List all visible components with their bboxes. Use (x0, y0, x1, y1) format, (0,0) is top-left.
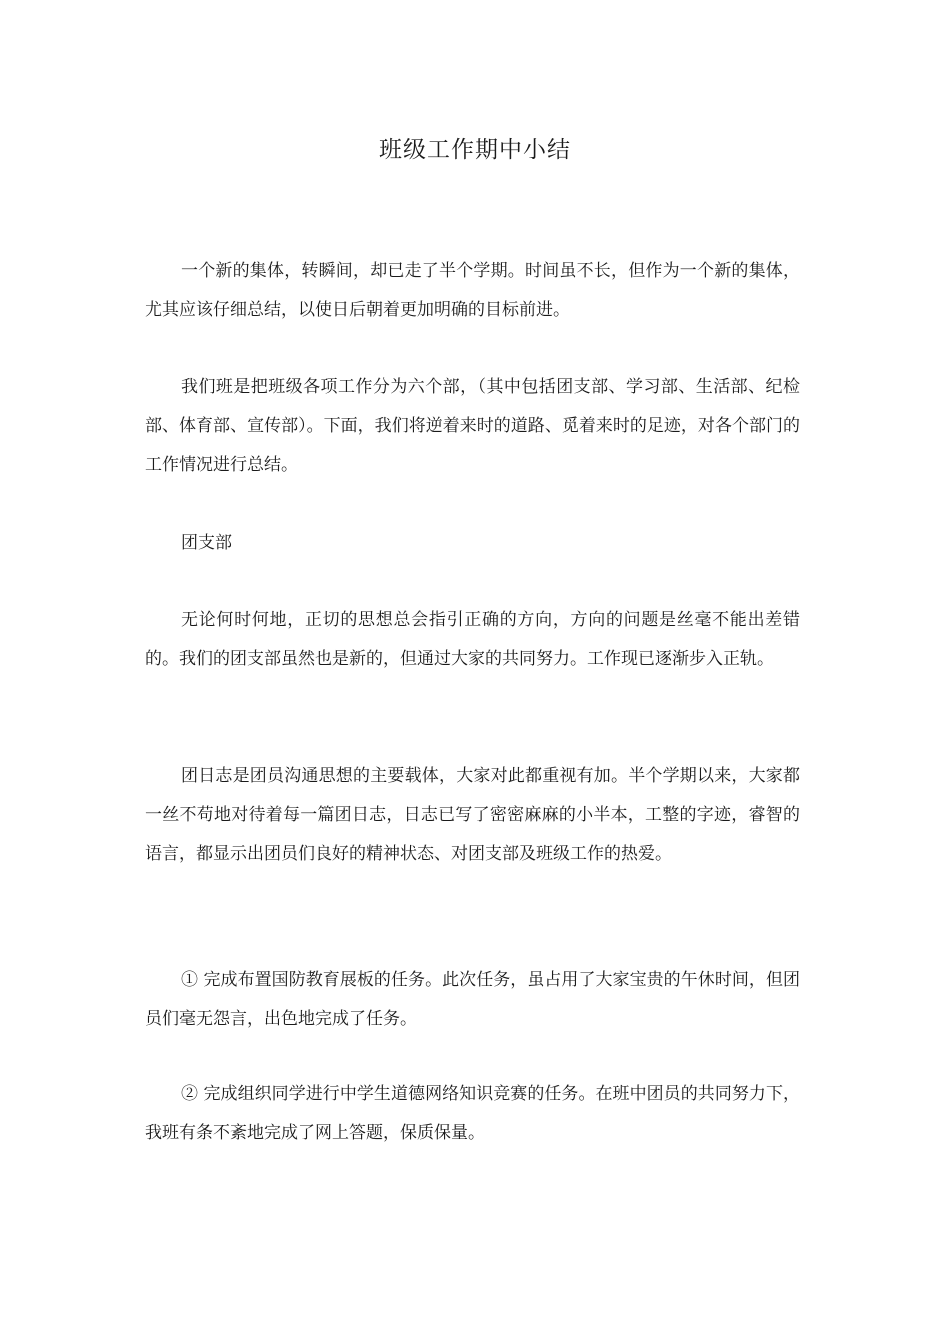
list-item-task-2: ② 完成组织同学进行中学生道德网络知识竞赛的任务。在班中团员的共同努力下，我班有条不紊地完成了网上答题，保质保量。 (145, 1084, 800, 1143)
paragraph-league-journal: 团日志是团员沟通思想的主要载体，大家对此都重视有加。半个学期以来，大家都一丝不苟地对待着每一篇团日志，日志已写了密密麻麻的小半本，工整的字迹，睿智的语言，都显示出团员们良好的精神状态、对团支部及班级工作的热爱。 (145, 766, 800, 864)
paragraph-departments-overview: 我们班是把班级各项工作分为六个部，（其中包括团支部、学习部、生活部、纪检部、体育部、宣传部）。下面，我们将逆着来时的道路、觅着来时的足迹，对各个部门的工作情况进行总结。 (145, 377, 800, 475)
section-heading-league-branch: 团支部 (181, 533, 232, 553)
list-item-task-1: ① 完成布置国防教育展板的任务。此次任务，虽占用了大家宝贵的午休时间，但团员们毫无怨言，出色地完成了任务。 (145, 970, 800, 1029)
paragraph-intro: 一个新的集体，转瞬间，却已走了半个学期。时间虽不长，但作为一个新的集体，尤其应该仔细总结，以使日后朝着更加明确的目标前进。 (145, 261, 800, 320)
document-title: 班级工作期中小结 (379, 137, 571, 163)
paragraph-league-branch: 无论何时何地，正切的思想总会指引正确的方向，方向的问题是丝毫不能出差错的。我们的团支部虽然也是新的，但通过大家的共同努力。工作现已逐渐步入正轨。 (145, 610, 800, 669)
